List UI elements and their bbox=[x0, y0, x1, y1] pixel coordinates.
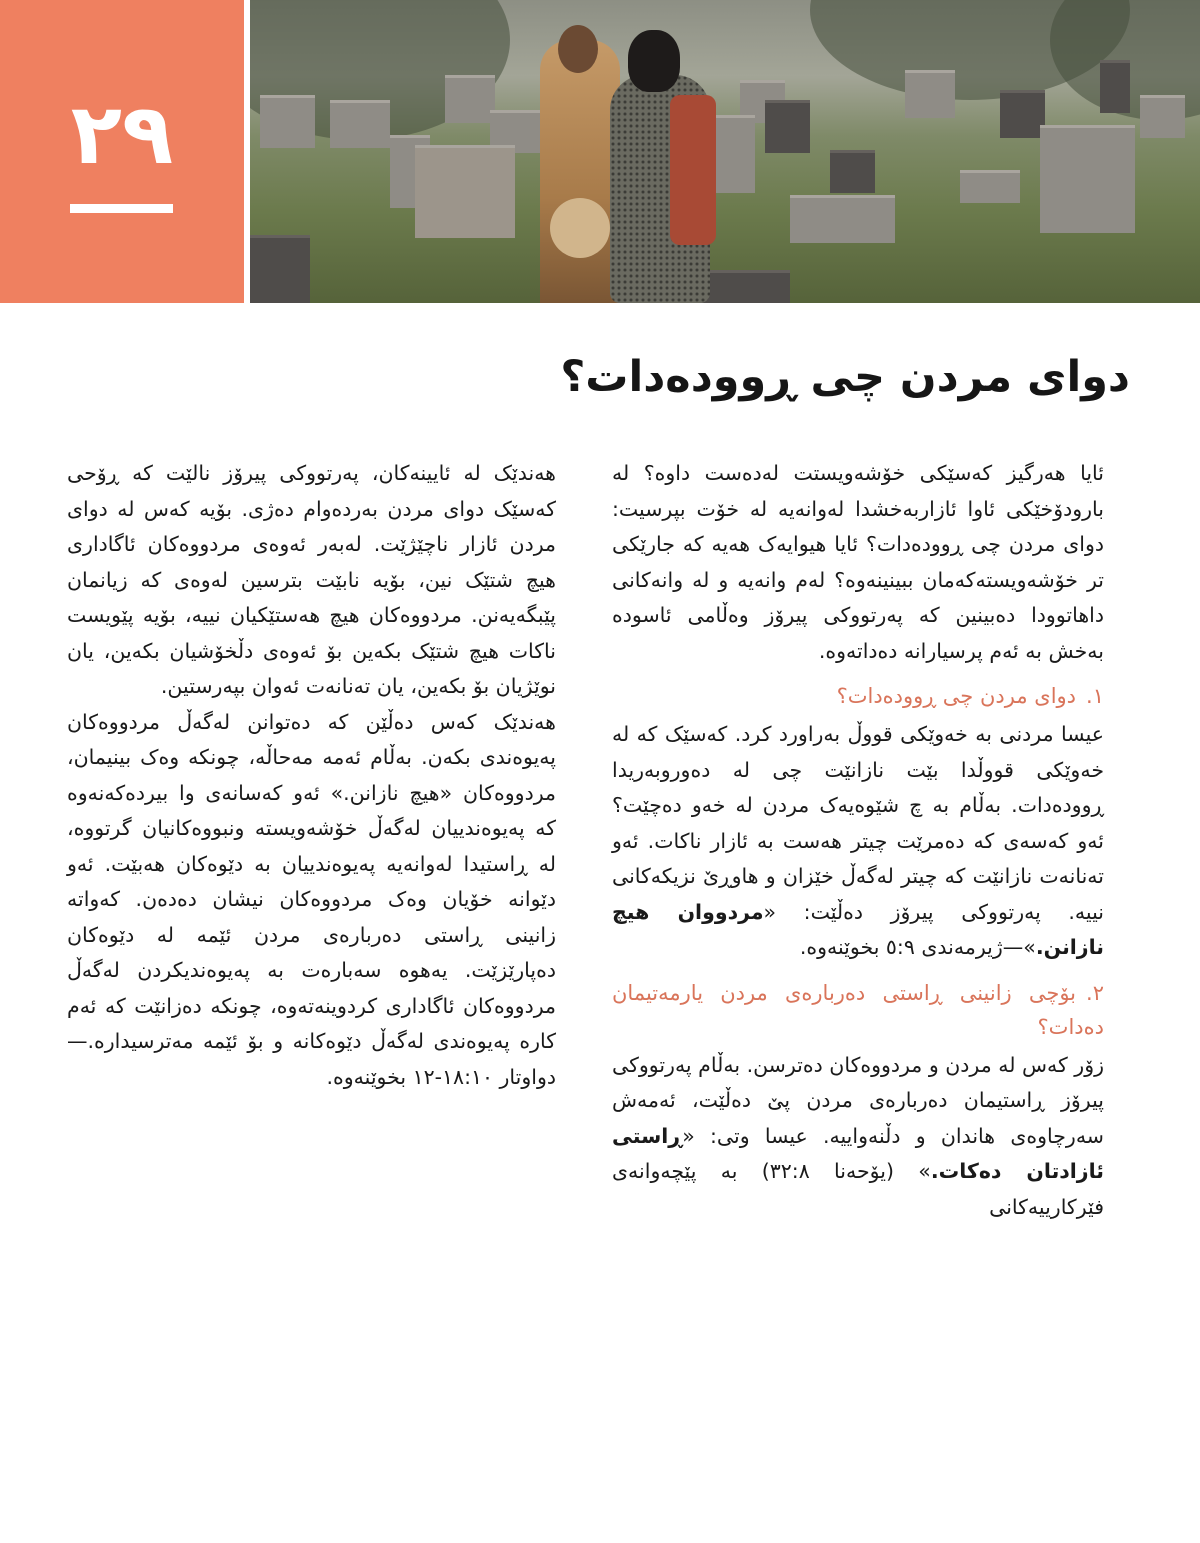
man-figure bbox=[540, 40, 620, 303]
lesson-number-underline bbox=[70, 204, 173, 213]
left-paragraph-2: هەندێک کەس دەڵێن کە دەتوانن لەگەڵ مردووەکان پەیوەندی بکەن. بەڵام ئەمە مەحاڵە، چونکە وەک بینیمان، مردووەکان «هیچ نازانن.» ئەو کەسانەی وا بیردەکەنەوە کە پەیوەندییان لەگەڵ خۆشەویستە ونبووەکانیان گرتووە، لە ڕاستیدا لەوانەیە پەیوەندییان بە دێوەکان هەبێت. ئەو دێوانە خۆیان وەک مردووەکان نیشان دەدەن. کەواتە زانینی ڕاستی دەربارەی مردن ئێمە لە دێوەکان دەپارێزێت. یەهوە سەبارەت بە پەیوەندیکردن لەگەڵ مردووەکان ئاگاداری کردوینەتەوە، چونکە دەزانێت کە ئەم کارە پەیوەندی لەگەڵ دێوەکانە و بۆ ئێمە مەترسیدارە.—دواوتار ١٨:١٠-١٢ بخوێنەوە. bbox=[67, 709, 556, 1089]
left-column bbox=[67, 456, 556, 1095]
page-title: دوای مردن چی ڕوودەدات؟ bbox=[560, 352, 1130, 402]
section-2-paragraph: زۆر کەس لە مردن و مردووەکان دەترسن. بەڵام پەرتووکی پیرۆز ڕاستیمان دەربارەی مردن پێ دەڵێت، ئەمەش سەرچاوەی هاندان و دڵنەواییە. عیسا وتی: «ڕاستی ئازادتان دەکات.» (یۆحەنا ٣٢:٨) بە پێچەوانەی فێرکارییەکانی bbox=[612, 1052, 1105, 1219]
intro-paragraph: ئایا هەرگیز کەسێکی خۆشەویستت لەدەست داوە؟ لە بارودۆخێکی ئاوا ئازاربەخشدا لەوانەیە لە خۆت بپرسیت: دوای مردن چی ڕوودەدات؟ ئایا هیوایەک هەیە کە جارێکی تر خۆشەویستەکەمان ببینینەوە؟ لەم وانەیە و لە وانەکانی داهاتوودا دەبینین کە پەرتووکی پیرۆز وەڵامی ئاسودە بەخش بە ئەم پرسیارانە دەداتەوە. bbox=[612, 461, 1104, 663]
cemetery-couple-photo bbox=[250, 0, 1200, 303]
scripture-quote: مردووان هیچ نازانن. bbox=[612, 899, 1104, 959]
section-1-paragraph: عیسا مردنی بە خەوێکی قووڵ بەراورد کرد. کەسێک کە لە خەوێکی قووڵدا بێت نازانێت چی لە دەوروبەریدا ڕوودەدات. بەڵام بە چ شێوەیەک مردن لە خەو دەچێت؟ ئەو کەسەی کە دەمرێت چیتر هەست بە ئازار ناکات. ئەو تەنانەت نازانێت کە چیتر لەگەڵ خێزان و هاوڕێ نزیکەکانی نییە. پەرتووکی پیرۆز دەڵێت: «مردووان هیچ نازانن.»—ژیرمەندی ٥:٩ بخوێنەوە. bbox=[612, 722, 1105, 959]
section-heading-1: ١.دوای مردن چی ڕوودەدات؟ bbox=[836, 684, 1104, 708]
lesson-number-badge bbox=[0, 0, 244, 303]
right-column bbox=[612, 456, 1104, 1225]
lesson-number: ٢٩ bbox=[70, 85, 174, 183]
hat bbox=[550, 198, 610, 258]
scripture-quote: ڕاستی ئازادتان دەکات. bbox=[612, 1123, 1105, 1183]
section-heading-2: ٢.بۆچی زانینی ڕاستی دەربارەی مردن یارمەتیمان دەدات؟ bbox=[612, 980, 1104, 1039]
left-paragraph-1: هەندێک لە ئایینەکان، پەرتووکی پیرۆز نالێت کە ڕۆحی کەسێک دوای مردن بەردەوام دەژی. بۆیە کەس لە دوای مردن ئازار ناچێژێت. لەبەر ئەوەی مردووەکان ئاگاداری هیچ شتێک نین، بۆیە نابێت بترسین لەوەی کە زیانمان پێبگەیەنن. مردووەکان هیچ هەستێکیان نییە، بۆیە پێویست ناکات هیچ شتێک بکەین بۆ ئەوەی دڵخۆشیان بکەین، یان نوێژیان بۆ بکەین، یان تەنانەت ئەوان بپەرستین. bbox=[67, 461, 556, 698]
